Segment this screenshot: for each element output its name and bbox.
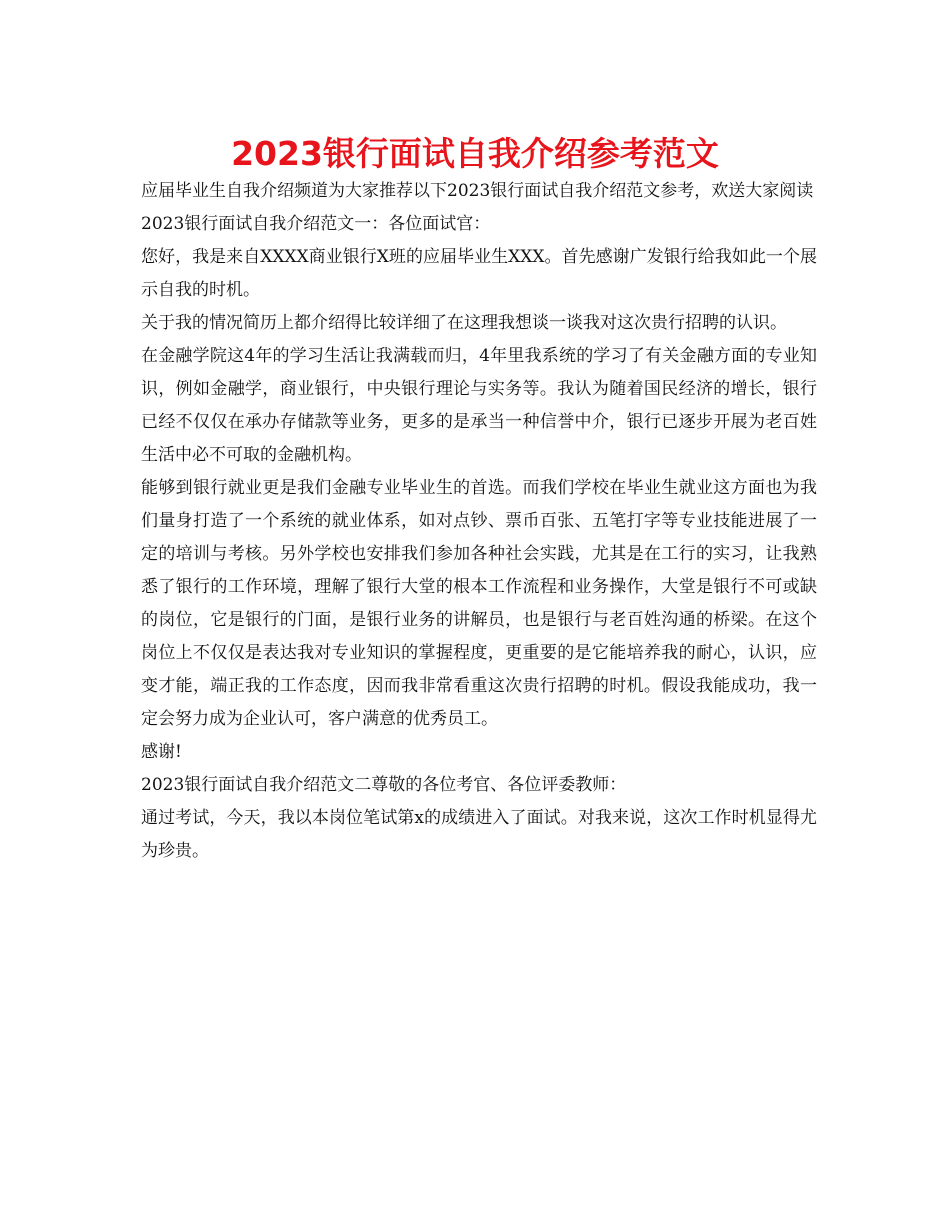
intro-paragraph: 应届毕业生自我介绍频道为大家推荐以下2023银行面试自我介绍范文参考，欢送大家阅读 [141,181,814,201]
greeting-paragraph: 您好，我是来自XXXX商业银行X班的应届毕业生XXX。首先感谢广发银行给我如此一个展示自我的时机。 [141,247,817,300]
sample-one-heading: 2023银行面试自我介绍范文一：各位面试官： [141,214,491,234]
sample-two-heading: 2023银行面试自我介绍范文二尊敬的各位考官、各位评委教师： [141,775,627,795]
study-paragraph: 在金融学院这4年的学习生活让我满载而归，4年里我系统的学习了有关金融方面的专业知识，例如金融学，商业银行，中央银行理论与实务等。我认为随着国民经济的增长，银行已经不仅仅在承办存储款等业务，更多的是承当一种信誉中介，银行已逐步开展为老百姓生活中必不可取的金融机构。 [141,346,817,465]
page-title: 2023银行面试自我介绍参考范文 [231,134,719,173]
resume-paragraph: 关于我的情况简历上都介绍得比较详细了在这理我想谈一谈我对这次贵行招聘的认识。 [141,313,787,333]
thanks-paragraph: 感谢! [141,742,182,762]
document-body [141,175,817,868]
career-paragraph: 能够到银行就业更是我们金融专业毕业生的首选。而我们学校在毕业生就业这方面也为我们量身打造了一个系统的就业体系，如对点钞、票币百张、五笔打字等专业技能进展了一定的培训与考核。另外学校也安排我们参加各种社会实践，尤其是在工行的实习，让我熟悉了银行的工作环境，理解了银行大堂的根本工作流程和业务操作，大堂是银行不可或缺的岗位，它是银行的门面，是银行业务的讲解员，也是银行与老百姓沟通的桥梁。在这个岗位上不仅仅是表达我对专业知识的掌握程度，更重要的是它能培养我的耐心，认识，应变才能，端正我的工作态度，因而我非常看重这次贵行招聘的时机。假设我能成功，我一定会努力成为企业认可，客户满意的优秀员工。 [141,478,817,729]
exam-paragraph: 通过考试，今天，我以本岗位笔试第x的成绩进入了面试。对我来说，这次工作时机显得尤为珍贵。 [141,808,817,861]
